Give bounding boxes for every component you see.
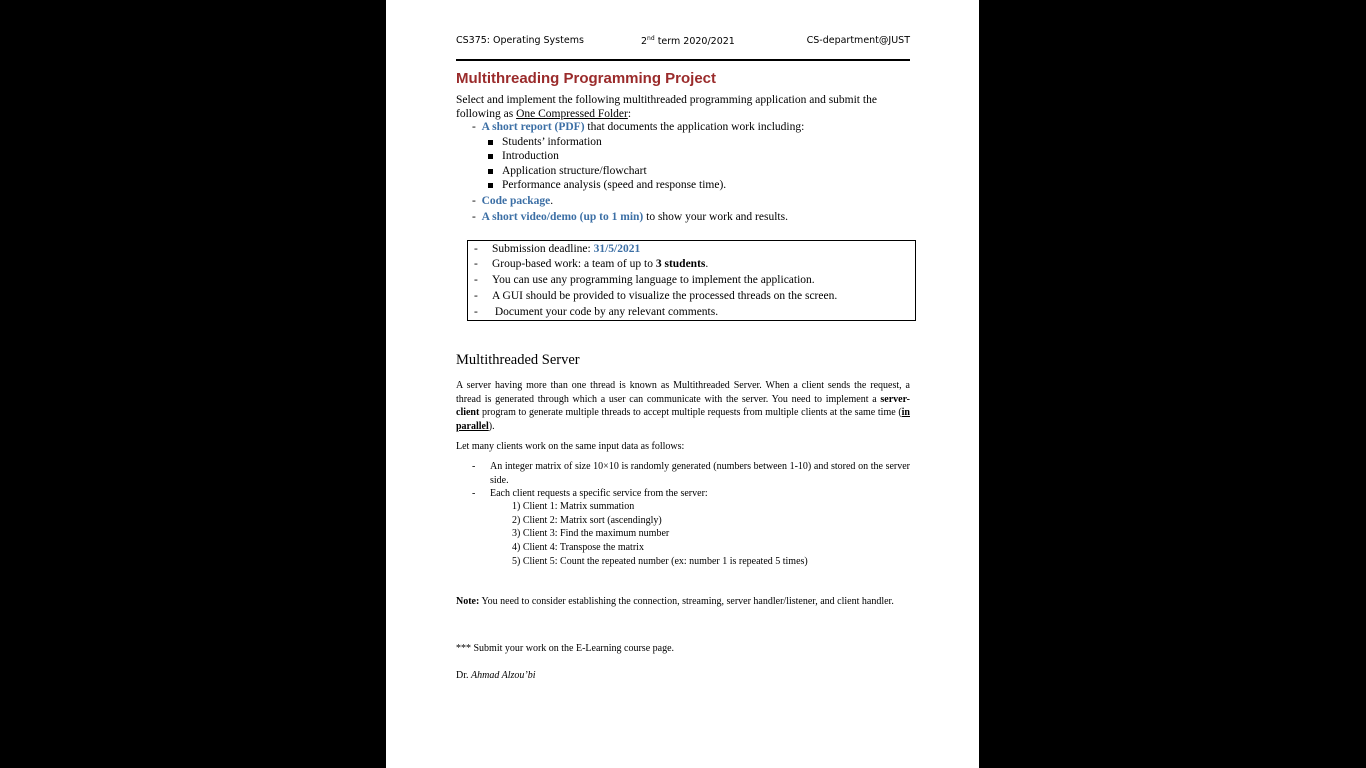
rules-box (467, 240, 916, 321)
list-item: Application structure/flowchart (502, 165, 647, 177)
server-paragraph: A server having more than one thread is known as Multithreaded Server. When a client sends the request, a thread is generated through which a user can communicate with the server. You need to implement a server-client program to generate multiple threads to accept multiple requests from multiple clients at the same time (in parallel). (456, 380, 910, 433)
document-row: - Document your code by any relevant comments. (474, 306, 719, 318)
term-label: 2nd term 2020/2021 (641, 35, 735, 48)
deadline-date: 31/5/2021 (593, 243, 641, 255)
list-item: 2) Client 2: Matrix sort (ascendingly) (512, 515, 662, 526)
submit-instruction: *** Submit your work on the E-Learning course page. (456, 643, 675, 654)
deliverable-report: - A short report (PDF) that documents the application work including: (472, 121, 805, 133)
list-item: 3) Client 3: Find the maximum number (512, 528, 670, 539)
course-name: CS375: Operating Systems (456, 35, 584, 46)
gui-row: - A GUI should be provided to visualize the processed threads on the screen. (474, 290, 838, 302)
page-title: Multithreading Programming Project (456, 70, 717, 87)
group-row: - Group-based work: a team of up to 3 students. (474, 258, 709, 270)
page-header (456, 35, 910, 61)
compressed-folder-text: One Compressed Folder (516, 108, 628, 120)
deliverable-code: - Code package. (472, 195, 554, 207)
let-many-text: Let many clients work on the same input data as follows: (456, 441, 685, 452)
section-heading: Multithreaded Server (456, 352, 580, 368)
note-paragraph: Note: You need to consider establishing the connection, streaming, server handler/listener, and client handler. (456, 596, 894, 607)
list-item: 5) Client 5: Count the repeated number (ex: number 1 is repeated 5 times) (512, 556, 808, 567)
language-row: - You can use any programming language to implement the application. (474, 274, 815, 286)
list-item: 1) Client 1: Matrix summation (512, 501, 635, 512)
document-page: CS375: Operating Systems 2nd term 2020/2021 CS-department@JUST Multithreading Programming Project Select and implement the following multithreaded programming application and submit the following as One Compressed Folder: - A short report (PDF) that documents the application work including: - Code package. - A short video/demo (up to 1 min) to show your work and results. Students’ information Introduction Application structure/flowchart Performance analysis (speed and response time). - Submission deadline: 31/5/2021 - Group-based work: a team of up to 3 students. - You can use any programming language to implement the application. - A GUI should be provided to visualize the processed threads on the screen. - Document your code by any relevant comments. Multithreaded Server A server having more than one thread is known as Multithreaded Server. When a client sends the request, a thread is generated through which a user can communicate with the server. You need to implement a server-client program to generate multiple threads to accept multiple requests from multiple clients at the same time (in parallel). Let many clients work on the same input data as follows: - An integer matrix of size 10×10 is randomly generated (numbers between 1-10) and stored on the server side. - Each client requests a specific service from the server: 1) Client 1: Matrix summation 2) Client 2: Matrix sort (ascendingly) 3) Client 3: Find the maximum number 4) Client 4: Transpose the matrix 5) Client 5: Count the repeated number (ex: number 1 is repeated 5 times) Note: You need to consider establishing the connection, streaming, server handler/listener, and client handler. *** Submit your work on the E-Learning course page. Dr. Ahmad Alzou’bi (386, 0, 979, 768)
intro-paragraph: Select and implement the following multithreaded programming application and submit the following as One Compressed Folder: (456, 94, 877, 120)
list-item: Performance analysis (speed and response time). (502, 179, 727, 191)
deliverable-video: - A short video/demo (up to 1 min) to show your work and results. (472, 211, 788, 223)
list-item: Students’ information (502, 136, 602, 148)
department-email: CS-department@JUST (806, 35, 910, 46)
list-item: Introduction (502, 150, 559, 162)
list-item: 4) Client 4: Transpose the matrix (512, 542, 644, 553)
deadline-row: - Submission deadline: 31/5/2021 (474, 243, 641, 255)
signature: Dr. Ahmad Alzou’bi (456, 670, 536, 681)
